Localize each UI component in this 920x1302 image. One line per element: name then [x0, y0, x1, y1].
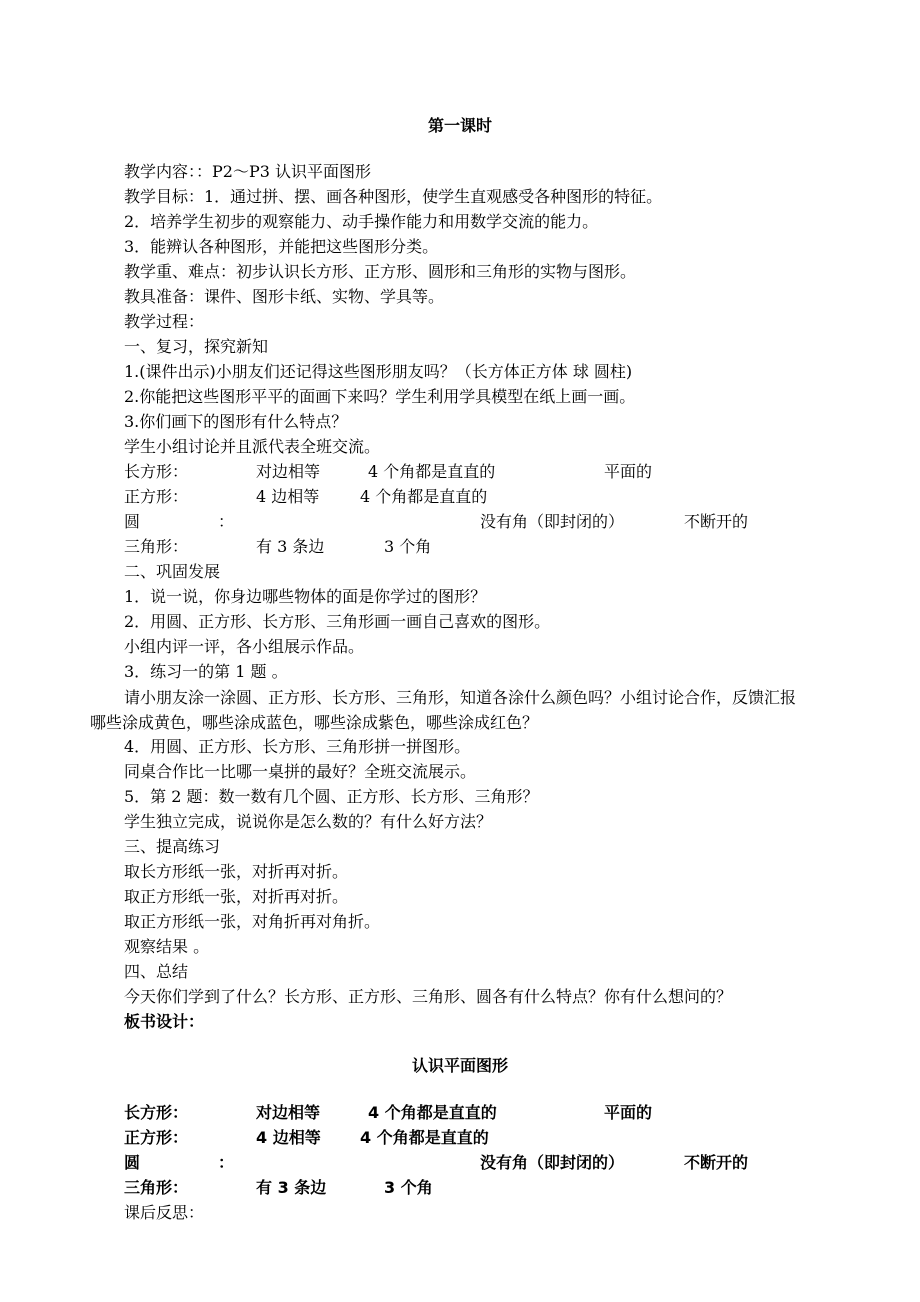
paragraph: 今天你们学到了什么？长方形、正方形、三角形、圆各有什么特点？你有什么想问的？ [124, 987, 733, 1006]
shape-square-b: 4 个角都是直直的 [360, 487, 488, 506]
paragraph: 1.(课件出示)小朋友们还记得这些图形朋友吗？（长方体正方体 球 圆柱) [124, 362, 633, 381]
shape-circle-c: 没有角（即封闭的） [480, 512, 625, 531]
teaching-goal-2: 2．培养学生初步的观察能力、动手操作能力和用数学交流的能力。 [124, 212, 599, 231]
paragraph-wrapped: 请小朋友涂一涂圆、正方形、长方形、三角形，知道各涂什么颜色吗？小组讨论合作，反馈汇报哪些涂成黄色，哪些涂成蓝色，哪些涂成紫色，哪些涂成红色？ [90, 688, 797, 732]
board-rect-a: 对边相等 [256, 1103, 321, 1122]
lesson-title: 第一课时 [427, 116, 492, 135]
paragraph: 3．练习一的第 1 题 。 [124, 662, 288, 681]
paragraph: 小组内评一评，各小组展示作品。 [124, 637, 365, 656]
board-tri-a: 有 3 条边 [256, 1178, 327, 1197]
board-square-a: 4 边相等 [256, 1128, 321, 1147]
shape-square-name: 正方形： [124, 487, 189, 506]
teaching-content: 教学内容：：P2～P3 认识平面图形 [124, 162, 371, 181]
shape-rect-c: 平面的 [604, 462, 653, 481]
teaching-tools: 教具准备：课件、图形卡纸、实物、学具等。 [124, 287, 445, 306]
shape-circle-name: 圆 [124, 512, 141, 531]
paragraph: 取正方形纸一张，对角折再对角折。 [124, 912, 381, 931]
board-design-label: 板书设计： [124, 1012, 205, 1031]
paragraph: 学生独立完成，说说你是怎么数的？有什么好方法？ [124, 812, 493, 831]
teaching-process: 教学过程： [124, 312, 205, 331]
board-tri-name: 三角形： [124, 1178, 189, 1197]
board-square-name: 正方形： [124, 1128, 189, 1147]
paragraph: 同桌合作比一比哪一桌拼的最好？全班交流展示。 [124, 762, 477, 781]
board-circle-d: 不断开的 [684, 1153, 749, 1172]
teaching-goal-1: 教学目标：1．通过拼、摆、画各种图形，使学生直观感受各种图形的特征。 [124, 187, 663, 206]
paragraph: 观察结果 。 [124, 937, 210, 956]
shape-tri-b: 3 个角 [384, 537, 432, 556]
board-tri-b: 3 个角 [384, 1178, 433, 1197]
key-points: 教学重、难点：初步认识长方形、正方形、圆形和三角形的实物与图形。 [124, 262, 637, 281]
shape-rect-b: 4 个角都是直直的 [368, 462, 496, 481]
board-circle-name: 圆 [124, 1153, 141, 1172]
section-4-heading: 四、总结 [124, 962, 189, 981]
paragraph: 2．用圆、正方形、长方形、三角形画一画自己喜欢的图形。 [124, 612, 551, 631]
board-rect-b: 4 个角都是直直的 [368, 1103, 497, 1122]
shape-square-a: 4 边相等 [256, 487, 320, 506]
paragraph: 1．说一说，你身边哪些物体的面是你学过的图形？ [124, 587, 487, 606]
section-1-heading: 一、复习，探究新知 [124, 337, 269, 356]
shape-circle-colon: ： [218, 512, 235, 531]
board-title: 认识平面图形 [411, 1056, 508, 1075]
shape-rect-name: 长方形： [124, 462, 189, 481]
board-rect-name: 长方形： [124, 1103, 189, 1122]
board-square-b: 4 个角都是直直的 [360, 1128, 489, 1147]
section-3-heading: 三、提高练习 [124, 837, 221, 856]
section-2-heading: 二、巩固发展 [124, 562, 221, 581]
teaching-goal-3: 3．能辨认各种图形，并能把这些图形分类。 [124, 237, 439, 256]
board-circle-c: 没有角（即封闭的） [480, 1153, 625, 1172]
shape-rect-a: 对边相等 [256, 462, 321, 481]
shape-circle-d: 不断开的 [684, 512, 749, 531]
shape-tri-name: 三角形： [124, 537, 189, 556]
shape-tri-a: 有 3 条边 [256, 537, 325, 556]
paragraph: 5．第 2 题：数一数有几个圆、正方形、长方形、三角形？ [124, 787, 539, 806]
paragraph: 学生小组讨论并且派代表全班交流。 [124, 437, 381, 456]
paragraph: 2.你能把这些图形平平的面画下来吗？学生利用学具模型在纸上画一画。 [124, 387, 636, 406]
paragraph: 取长方形纸一张，对折再对折。 [124, 862, 349, 881]
board-rect-c: 平面的 [604, 1103, 653, 1122]
reflection-label: 课后反思： [124, 1203, 205, 1222]
paragraph: 4．用圆、正方形、长方形、三角形拼一拼图形。 [124, 737, 471, 756]
board-circle-colon: ： [218, 1153, 235, 1172]
paragraph: 3.你们画下的图形有什么特点？ [124, 412, 348, 431]
paragraph: 取正方形纸一张，对折再对折。 [124, 887, 349, 906]
